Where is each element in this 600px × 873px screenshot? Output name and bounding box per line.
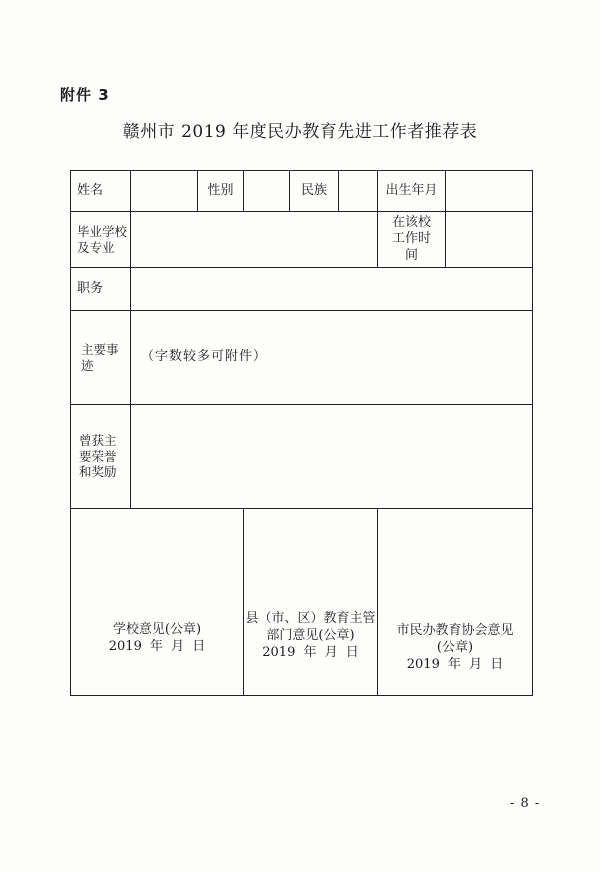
work-time-label: 在该校工作时间 — [378, 212, 446, 268]
city-opinion-title-line1: 市民办教育协会意见 — [396, 623, 514, 638]
county-opinion-title-line2: 部门意见(公章) — [266, 628, 355, 643]
document-title: 赣州市 2019 年度民办教育先进工作者推荐表 — [122, 122, 478, 142]
county-opinion-date: 2019 年 月 日 — [262, 645, 359, 660]
county-opinion-title-line1: 县（市、区）教育主管 — [245, 611, 376, 626]
page-number: - 8 - — [510, 796, 541, 811]
ethnicity-label: 民族 — [290, 171, 339, 212]
opinions-row — [71, 509, 533, 696]
deeds-note: （字数较多可附件） — [141, 349, 268, 365]
birth-date-field[interactable] — [446, 171, 533, 212]
position-label: 职务 — [71, 268, 131, 311]
birth-date-label: 出生年月 — [378, 171, 446, 212]
honors-label: 曾获主要荣誉和奖励 — [71, 405, 131, 509]
school-major-label: 毕业学校及专业 — [71, 212, 131, 268]
deeds-field[interactable] — [131, 311, 533, 405]
position-field[interactable] — [131, 268, 533, 311]
name-label: 姓名 — [71, 171, 131, 212]
honors-row — [71, 405, 533, 509]
attachment-label: 附件 3 — [60, 86, 110, 104]
school-major-field[interactable] — [131, 212, 378, 268]
city-opinion-date: 2019 年 月 日 — [406, 657, 504, 672]
school-opinion-date: 2019 年 月 日 — [108, 639, 206, 654]
gender-field[interactable] — [244, 171, 290, 212]
school-row — [71, 212, 533, 268]
city-opinion-title-line2: (公章) — [436, 640, 474, 655]
school-opinion — [71, 621, 243, 655]
city-opinion-cell[interactable] — [378, 509, 533, 696]
city-opinion — [378, 622, 532, 673]
deeds-label: 主要事迹 — [71, 311, 131, 405]
gender-label: 性别 — [198, 171, 244, 212]
county-opinion — [244, 610, 377, 661]
recommendation-form-table — [70, 170, 533, 696]
work-time-field[interactable] — [446, 212, 533, 268]
school-opinion-cell[interactable] — [71, 509, 244, 696]
deeds-row — [71, 311, 533, 405]
position-row — [71, 268, 533, 311]
county-opinion-cell[interactable] — [244, 509, 378, 696]
school-opinion-title: 学校意见(公章) — [112, 622, 202, 637]
honors-field[interactable] — [131, 405, 533, 509]
name-field[interactable] — [131, 171, 198, 212]
ethnicity-field[interactable] — [339, 171, 378, 212]
basic-info-row — [71, 171, 533, 212]
